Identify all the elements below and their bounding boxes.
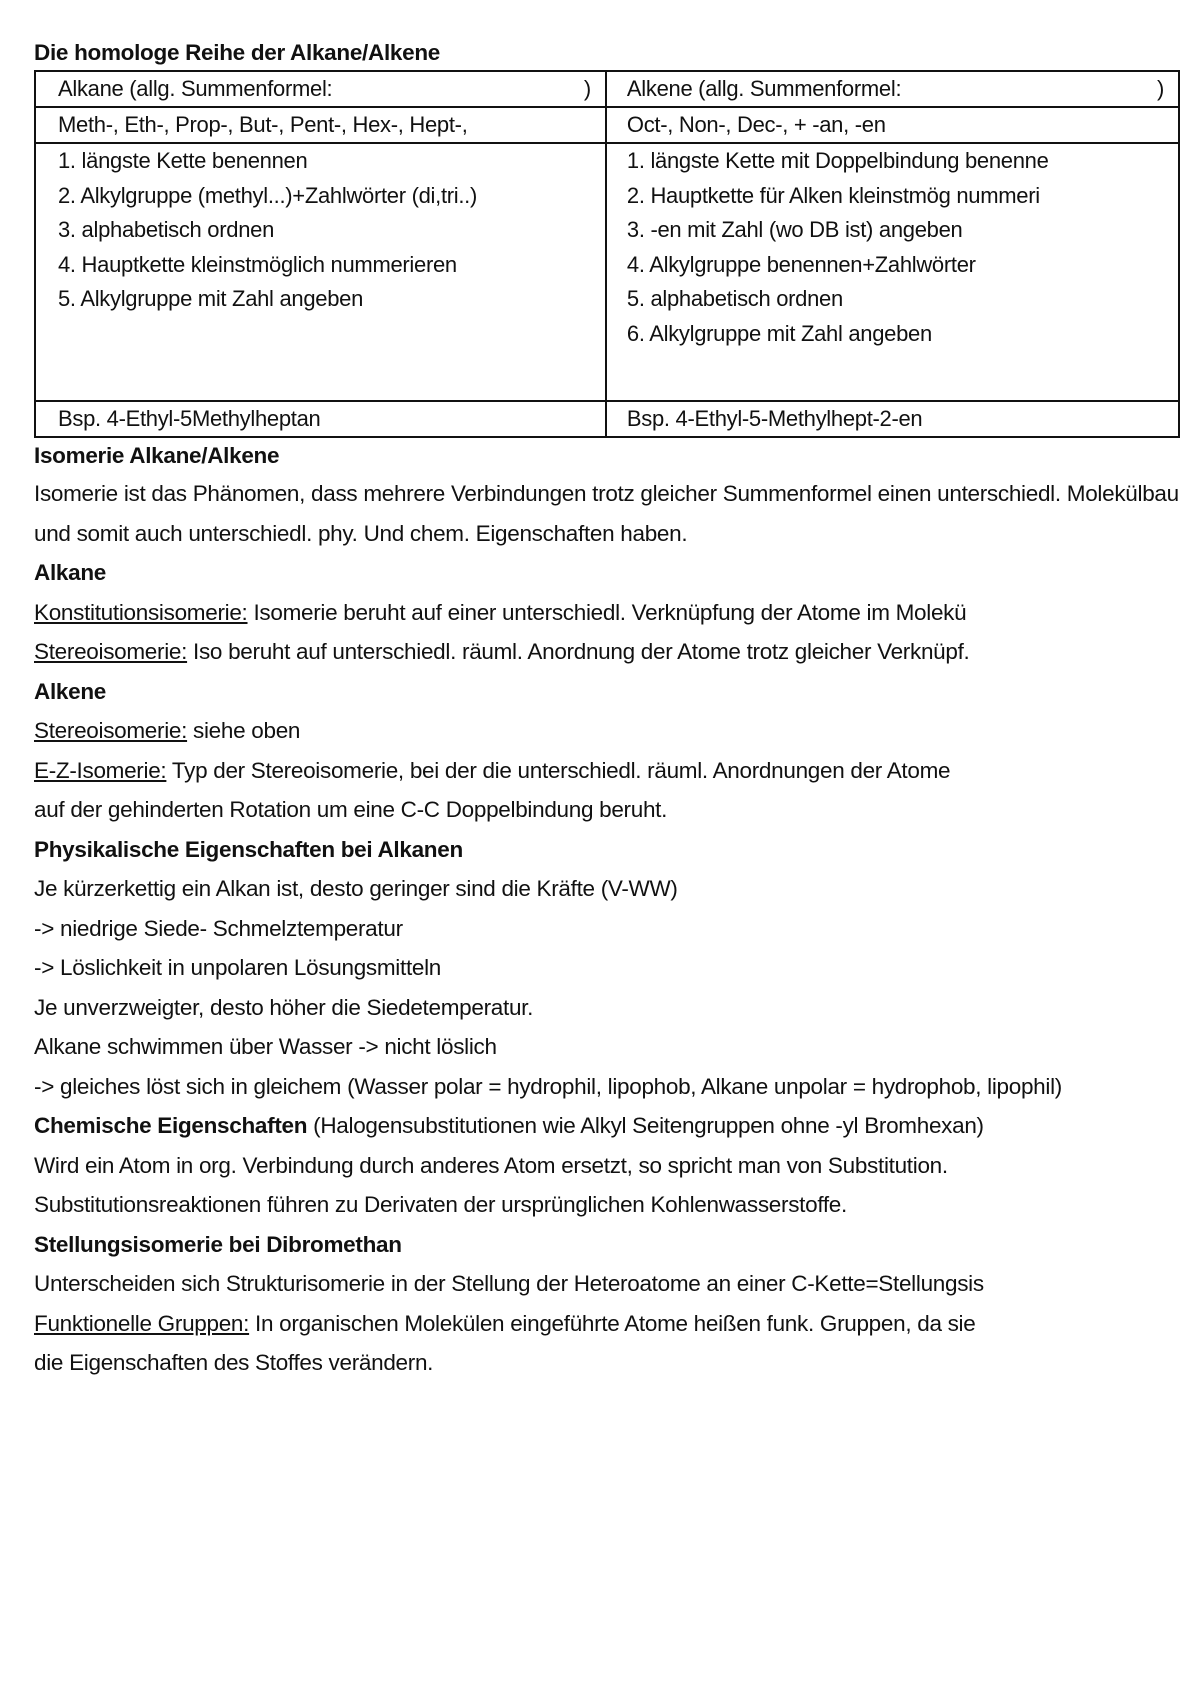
functional-groups-term: Funktionelle Gruppen: bbox=[34, 1310, 250, 1336]
alkene-formula-label: Alkene (allg. Summenformel: bbox=[626, 76, 902, 101]
table-prefix-row bbox=[35, 107, 1179, 143]
alkene-formula-close: ) bbox=[1156, 76, 1164, 101]
homologous-series-table bbox=[34, 70, 1180, 438]
physik-line: -> niedrige Siede- Schmelztemperatur bbox=[34, 915, 403, 941]
alkane-prefixes: Meth-, Eth-, Prop-, But-, Pent-, Hex-, Hept-, bbox=[35, 107, 606, 143]
page-title: Die homologe Reihe der Alkane/Alkene bbox=[34, 40, 440, 65]
functional-groups-line bbox=[34, 1304, 1180, 1344]
table-header-row bbox=[35, 71, 1179, 107]
physik-heading: Physikalische Eigenschaften bei Alkanen bbox=[34, 836, 463, 862]
ez-line-2: auf der gehinderten Rotation um eine C-C Doppelbindung beruht. bbox=[34, 797, 668, 822]
stereo-term: Stereoisomerie: bbox=[34, 639, 188, 664]
alkane-formula-close: ) bbox=[583, 76, 591, 101]
ez-term: E-Z-Isomerie: bbox=[34, 757, 167, 783]
alkane-formula-label: Alkane (allg. Summenformel: bbox=[58, 76, 333, 101]
chemisch-heading: Chemische Eigenschaften bbox=[34, 1113, 308, 1138]
list-item: 6. Alkylgruppe mit Zahl angeben bbox=[626, 320, 932, 346]
functional-groups-text: In organischen Molekülen eingeführte Atome heißen funk. Gruppen, da sie bbox=[249, 1310, 976, 1336]
chemisch-line: Wird ein Atom in org. Verbindung durch anderes Atom ersetzt, so spricht man von Substitution. bbox=[34, 1152, 948, 1178]
list-item: 2. Alkylgruppe (methyl...)+Zahlwörter (di,tri..) bbox=[58, 182, 478, 208]
alkene-heading: Alkene bbox=[34, 678, 106, 704]
chemisch-heading-note: (Halogensubstitutionen wie Alkyl Seitengruppen ohne -yl Bromhexan) bbox=[307, 1113, 984, 1138]
stellung-line: Unterscheiden sich Strukturisomerie in der Stellung der Heteroatome an einer C-Kette=Stellungsis bbox=[34, 1271, 984, 1296]
konstitution-text: Isomerie beruht auf einer unterschiedl. Verknüpfung der Atome im Molekü bbox=[247, 599, 967, 625]
alkane-steps-list bbox=[58, 144, 605, 317]
physik-line: Alkane schwimmen über Wasser -> nicht löslich bbox=[34, 1034, 497, 1059]
alkane-heading: Alkane bbox=[34, 560, 106, 585]
isomerie-intro: Isomerie ist das Phänomen, dass mehrere Verbindungen trotz gleicher Summenformel einen unterschiedl. Molekülbau und somit auch unterschiedl. phy. Und chem. Eigenschaften haben. bbox=[34, 481, 1179, 546]
ez-text: Typ der Stereoisomerie, bei der die unterschiedl. räuml. Anordnungen der Atome bbox=[166, 757, 951, 783]
stereo2-term: Stereoisomerie: bbox=[34, 718, 188, 743]
alkene-example: Bsp. 4-Ethyl-5-Methylhept-2-en bbox=[606, 401, 1179, 437]
alkane-example: Bsp. 4-Ethyl-5Methylheptan bbox=[35, 401, 606, 437]
stereo-line bbox=[34, 632, 1180, 672]
physik-line: -> Löslichkeit in unpolaren Lösungsmitteln bbox=[34, 955, 442, 980]
isomerie-heading: Isomerie Alkane/Alkene bbox=[34, 443, 280, 468]
functional-groups-line-2: die Eigenschaften des Stoffes verändern. bbox=[34, 1350, 434, 1375]
list-item: 1. längste Kette benennen bbox=[58, 148, 308, 173]
list-item: 5. Alkylgruppe mit Zahl angeben bbox=[58, 286, 364, 311]
polarity-line: -> gleiches löst sich in gleichem (Wasser polar = hydrophil, lipophob, Alkane unpolar = hydrophob, lipophil) bbox=[34, 1073, 1062, 1099]
stereo-text: Iso beruht auf unterschiedl. räuml. Anordnung der Atome trotz gleicher Verknüpf. bbox=[187, 639, 970, 664]
chemisch-line: Substitutionsreaktionen führen zu Derivaten der ursprünglichen Kohlenwasserstoffe. bbox=[34, 1192, 847, 1217]
stellung-heading: Stellungsisomerie bei Dibromethan bbox=[34, 1231, 402, 1257]
list-item: 3. alphabetisch ordnen bbox=[58, 217, 275, 242]
list-item: 4. Hauptkette kleinstmöglich nummerieren bbox=[58, 251, 457, 277]
alkene-prefixes: Oct-, Non-, Dec-, + -an, -en bbox=[606, 107, 1179, 143]
konstitution-line bbox=[34, 593, 1180, 633]
list-item: 4. Alkylgruppe benennen+Zahlwörter bbox=[626, 251, 976, 277]
table-steps-row bbox=[35, 143, 1179, 401]
konstitution-term: Konstitutionsisomerie: bbox=[34, 599, 248, 625]
stereo2-text: siehe oben bbox=[187, 718, 301, 743]
alkane-steps-cell bbox=[35, 143, 606, 401]
list-item: 3. -en mit Zahl (wo DB ist) angeben bbox=[626, 217, 963, 242]
physik-line: Je unverzweigter, desto höher die Siedetemperatur. bbox=[34, 994, 534, 1020]
stereo2-line bbox=[34, 711, 1180, 751]
list-item: 2. Hauptkette für Alken kleinstmög nummeri bbox=[626, 182, 1040, 208]
alkene-steps-cell bbox=[606, 143, 1179, 401]
notes-body bbox=[34, 438, 1180, 1383]
physik-line: Je kürzerkettig ein Alkan ist, desto geringer sind die Kräfte (V-WW) bbox=[34, 876, 678, 901]
list-item: 1. längste Kette mit Doppelbindung benenne bbox=[626, 148, 1049, 173]
ez-line bbox=[34, 751, 1180, 791]
alkane-header-cell bbox=[35, 71, 606, 107]
list-item: 5. alphabetisch ordnen bbox=[626, 286, 843, 311]
chemisch-heading-line bbox=[34, 1106, 1180, 1146]
alkene-steps-list bbox=[627, 144, 1178, 351]
document-page bbox=[34, 36, 1180, 1383]
alkene-header-cell bbox=[606, 71, 1179, 107]
table-example-row bbox=[35, 401, 1179, 437]
